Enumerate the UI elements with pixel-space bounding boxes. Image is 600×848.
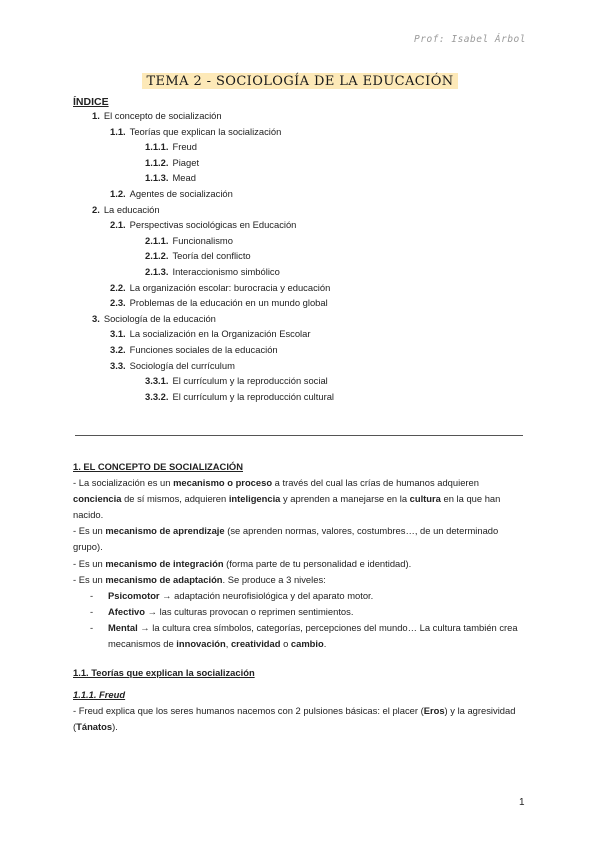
toc-item: [145, 250, 251, 261]
toc-item-number: 1.2.: [110, 188, 126, 199]
divider: [75, 435, 523, 436]
toc-item-label: La socialización en la Organización Escolar: [129, 328, 311, 340]
toc-item-number: 3.2.: [110, 344, 126, 355]
toc-item-number: 2.1.1.: [145, 234, 169, 246]
toc-item-number: 2.: [92, 203, 100, 215]
toc-item-number: 1.1.2.: [145, 156, 169, 168]
toc-item: [92, 313, 216, 324]
toc-item-label: Piaget: [172, 156, 200, 168]
toc-item: [145, 266, 280, 277]
toc-item-number: 1.1.3.: [145, 172, 169, 184]
paragraph-adaptation: - Es un mecanismo de adaptación. Se produce a 3 niveles:: [73, 573, 326, 585]
main-content: [73, 459, 528, 736]
toc-item: [145, 157, 199, 168]
toc-item-label: Sociología de la educación: [103, 312, 216, 324]
author-header: Prof: Isabel Árbol: [414, 34, 526, 45]
toc-item: [92, 110, 222, 121]
section-heading-1: 1. EL CONCEPTO DE SOCIALIZACIÓN: [73, 461, 243, 472]
toc-item-number: 1.1.: [110, 125, 126, 137]
toc-item-number: 2.1.: [110, 219, 126, 231]
toc-item-number: 2.1.3.: [145, 266, 169, 277]
toc-item-number: 3.3.1.: [145, 375, 169, 387]
toc-item-number: 2.2.: [110, 281, 126, 293]
toc-item-label: Agentes de socialización: [129, 188, 233, 199]
section-heading-1-1-1: 1.1.1. Freud: [73, 689, 126, 701]
toc-item-label: Teoría del conflicto: [172, 250, 251, 262]
toc-item: [110, 360, 235, 371]
toc-item-number: 3.: [92, 312, 100, 324]
paragraph-definition: - La socialización es un mecanismo o proceso a través del cual las crías de humanos adquieren conciencia de sí mismos, adquieren inteligencia y aprenden a manejarse en la cultura en la que han nacido.: [73, 477, 501, 521]
toc-item-number: 3.1.: [110, 328, 126, 340]
toc-item-label: La educación: [103, 203, 160, 215]
index-heading: ÍNDICE: [73, 96, 109, 108]
toc-item-label: Problemas de la educación en un mundo global: [129, 297, 328, 309]
toc-item-number: 3.3.2.: [145, 390, 169, 402]
page-title: TEMA 2 - SOCIOLOGÍA DE LA EDUCACIÓN: [142, 73, 457, 89]
toc-item: [110, 344, 278, 355]
toc-item-label: Funcionalismo: [172, 234, 233, 246]
paragraph-learning: - Es un mecanismo de aprendizaje (se aprenden normas, valores, costumbres…, de un determinado grupo).: [73, 525, 499, 553]
paragraph-freud: - Freud explica que los seres humanos nacemos con 2 pulsiones básicas: el placer (Eros) y la agresividad (Tánatos).: [73, 705, 516, 733]
list-item: - Psicomotor → adaptación neurofisiológica y del aparato motor.: [90, 589, 374, 601]
toc-item-label: Perspectivas sociológicas en Educación: [129, 219, 297, 231]
toc-item-number: 1.1.1.: [145, 141, 169, 153]
toc-item: [145, 172, 196, 183]
toc-item: [145, 141, 197, 152]
toc-item: [110, 219, 296, 230]
toc-item-number: 2.1.2.: [145, 250, 169, 262]
toc-item-label: La organización escolar: burocracia y educación: [129, 281, 331, 293]
toc-item-number: 1.: [92, 110, 100, 121]
title-container: [0, 72, 600, 90]
toc-item-label: Funciones sociales de la educación: [129, 344, 278, 355]
toc-item: [110, 188, 233, 199]
toc-item: [110, 297, 328, 308]
toc-item-label: Teorías que explican la socialización: [129, 125, 282, 137]
page-number: 1: [519, 797, 525, 808]
toc-item-number: 2.3.: [110, 297, 126, 309]
toc-item: [110, 126, 281, 137]
toc-item-label: El currículum y la reproducción cultural: [172, 390, 334, 402]
toc-item: [145, 375, 328, 386]
toc-item: [145, 391, 334, 402]
toc-item-label: El concepto de socialización: [103, 110, 222, 121]
section-heading-1-1: 1.1. Teorías que explican la socialización: [73, 667, 255, 679]
toc-item-label: Mead: [172, 172, 196, 184]
paragraph-integration: - Es un mecanismo de integración (forma parte de tu personalidad e identidad).: [73, 557, 412, 569]
toc-item-label: Freud: [172, 141, 197, 153]
toc-item: [92, 204, 160, 215]
toc-item-label: Interaccionismo simbólico: [172, 266, 280, 277]
list-item: - Afectivo → las culturas provocan o reprimen sentimientos.: [90, 605, 354, 617]
toc-item-label: El currículum y la reproducción social: [172, 375, 328, 387]
toc-item-number: 3.3.: [110, 359, 126, 371]
toc-item-label: Sociología del currículum: [129, 359, 235, 371]
list-item: - Mental → la cultura crea símbolos, categorías, percepciones del mundo… La cultura también crea mecanismos de innovación, creatividad o cambio.: [90, 621, 518, 650]
toc-item: [110, 282, 330, 293]
toc-item: [145, 235, 233, 246]
toc-item: [110, 328, 310, 339]
